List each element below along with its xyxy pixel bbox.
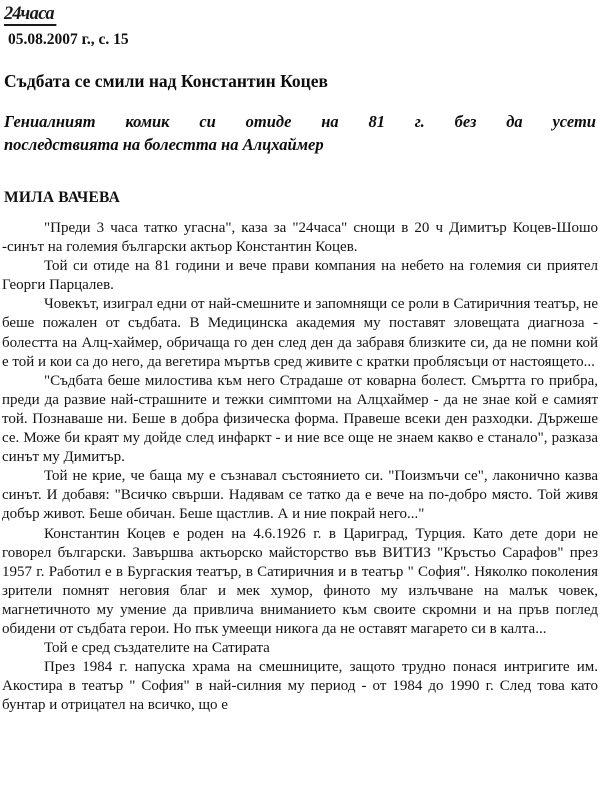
author-byline: МИЛА ВАЧЕВА	[4, 189, 120, 206]
article-section-heading: Той е сред създателите на Сатирата	[44, 640, 270, 657]
logo-number: 24	[4, 3, 21, 24]
page-title: Съдбата се смили над Константин Коцев	[4, 71, 328, 91]
logo-word: часа	[20, 3, 54, 24]
article-paragraph: През 1984 г. напуска храма на смешниците, защото трудно понася интригите им. Акостира в театър " София" в най-силния му период - от 1984 до 1990 г. След това като бунтар и отрицател на всичко, що е	[2, 659, 598, 714]
article-paragraph: Човекът, изиграл едни от най-смешните и запомнящи се роли в Сатиричния театър, не беше пожален от съдбата. В Медицинска академия му поставят зловещата диагноза - болестта на Алц-хаймер, обричаща го ден след ден да забравя близките си, да не помни кой е той и кои са до него, да вегетира мъртъв сред живите с кратки проблясъци от настоящето...	[2, 296, 598, 370]
article-subheading	[4, 110, 596, 156]
article-body	[2, 219, 598, 715]
article-paragraph: "Преди 3 часа татко угасна", каза за "24часа" снощи в 20 ч Димитър Коцев-Шошо -синът на големия български актьор Константин Коцев.	[2, 220, 598, 256]
publication-logo	[4, 4, 56, 26]
article-paragraph: Той си отиде на 81 години и вече прави компания на небето на големия си приятел Георги Парцалев.	[2, 258, 598, 294]
subheading-line-1: Гениалният комик си отиде на 81 г. без да усети	[4, 112, 596, 131]
masthead	[0, 0, 600, 49]
subheading-line-2: последствията на болестта на Алцхаймер	[4, 135, 324, 154]
article-paragraph: "Съдбата беше милостива към него Страдаше от коварна болест. Смъртта го прибра, преди да развие най-страшните и тежки симптоми на Алцхаймер - да не знае кой е самият той. Познаваше ни. Беше в добра физическа форма. Правеше всеки ден разходки. Държеше се. Може би краят му дойде след инфаркт - и ние все още не знаем какво е станало", разказа синът му Димитър.	[2, 372, 598, 466]
issue-date-page: 05.08.2007 г., с. 15	[8, 31, 129, 48]
article-paragraph: Константин Коцев е роден на 4.6.1926 г. в Цариград, Турция. Като дете дори не говорел български. Завършва актьорско майсторство във ВИТИЗ "Кръстьо Сарафов" през 1957 г. Работил е в Бургаския театър, в Сатиричния и в театър " София". Няколко поколения зрители помнят неговия благ и мек хумор, финото му излъчване на малък човек, магнетичното му умение да привлича вниманието към своите скромни и на пръв поглед обидени от съдбата герои. Но пък умеещи никога да не оставят магарето си в калта...	[2, 525, 598, 637]
article-paragraph: Той не крие, че баща му е съзнавал състоянието си. "Поизмъчи се", лаконично казва синът. И добавя: "Всичко свърши. Надявам се татко да е вече на по-добро място. Той живя добър живот. Беше обичан. Беше щастлив. А и ние покрай него..."	[2, 468, 598, 523]
